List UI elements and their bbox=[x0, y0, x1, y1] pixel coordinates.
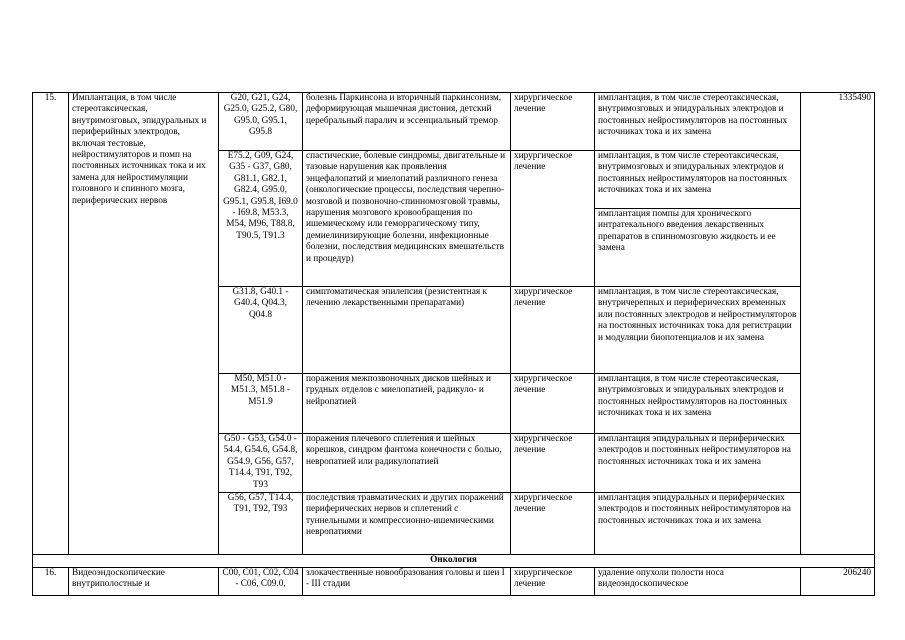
diagnosis: последствия травматических и других поражений периферических нервов и сплетений с туннельными и компрессионно-ишемическими невропатиями bbox=[303, 493, 511, 555]
section-row bbox=[33, 555, 875, 568]
treatment-method: имплантация, в том числе стереотаксическая, внутримозговых и эпидуральных электродов и постоянных нейростимуляторов на постоянных источниках тока и их замена bbox=[595, 93, 801, 151]
row-number: 15. bbox=[33, 93, 69, 555]
treatment-type: хирургическое лечение bbox=[511, 568, 595, 596]
table-row bbox=[33, 568, 875, 596]
treatment-method: имплантация помпы для хронического интратекального введения лекарственных препаратов в спинномозговую жидкость и ее замена bbox=[595, 208, 800, 255]
icd-codes: G50 - G53, G54.0 - 54.4, G54.6, G54.8, G54.9, G56, G57, T14.4, T91, T92, T93 bbox=[219, 434, 303, 493]
cost-value: 206240 bbox=[801, 568, 875, 596]
row-number: 16. bbox=[33, 568, 69, 596]
treatment-type: хирургическое лечение bbox=[511, 374, 595, 434]
icd-codes: M50, M51.0 - M51.3, M51.8 - M51.9 bbox=[219, 374, 303, 434]
diagnosis: болезнь Паркинсона и вторичный паркинсонизм, деформирующая мышечная дистония, детский церебральный паралич и эссенциальный тремор bbox=[303, 93, 511, 151]
treatment-methods-cell bbox=[595, 151, 801, 287]
procedure-name: Имплантация, в том числе стереотаксическая, внутримозговых, эпидуральных и периферийных электродов, включая тестовые, нейростимуляторов и помп на постоянных источниках тока и их замена для нейростимуляции головного и спинного мозга, периферических нервов bbox=[69, 93, 219, 555]
treatment-method: удаление опухоли полости носа видеоэндоскопическое bbox=[595, 568, 801, 596]
section-title: Онкология bbox=[33, 555, 875, 568]
table-row bbox=[33, 93, 875, 151]
diagnosis: поражения плечевого сплетения и шейных корешков, синдром фантома конечности с болью, невропатией или радикулопатией bbox=[303, 434, 511, 493]
treatment-method: имплантация, в том числе стереотаксическая, внутричерепных и периферических временных или постоянных электродов и нейростимуляторов на постоянных источниках тока для регистрации и модуляции биопотенциалов и их замена bbox=[595, 287, 801, 374]
icd-codes: E75.2, G09, G24, G35 - G37, G80, G81.1, G82.1, G82.4, G95.0, G95.1, G95.8, I69.0 - I69.8, M53.3, M54, M96, T88.8, T90.5, T91.3 bbox=[219, 151, 303, 287]
treatment-method: имплантация эпидуральных и периферических электродов и постоянных нейростимуляторов на постоянных источниках тока и их замена bbox=[595, 434, 801, 493]
icd-codes: C00, C01, C02, C04 - C06, C09.0, bbox=[219, 568, 303, 596]
treatment-type: хирургическое лечение bbox=[511, 93, 595, 151]
treatment-method: имплантация, в том числе стереотаксическая, внутримозговых и эпидуральных электродов и постоянных нейростимуляторов на постоянных источниках тока и их замена bbox=[598, 151, 788, 196]
treatment-type: хирургическое лечение bbox=[511, 287, 595, 374]
diagnosis: спастические, болевые синдромы, двигательные и тазовые нарушения как проявления энцефалопатий и миелопатий различного генеза (онкологические процессы, последствия черепно-мозговой и позвоночно-спинномозговой травмы, нарушения мозгового кровообращения по ишемическому или геморрагическому типу, демиелинизирующие болезни, инфекционные болезни, последствия медицинских вмешательств и процедур) bbox=[303, 151, 511, 287]
icd-codes: G31.8, G40.1 - G40.4, Q04.3, Q04.8 bbox=[219, 287, 303, 374]
treatment-type: хирургическое лечение bbox=[511, 493, 595, 555]
treatment-type: хирургическое лечение bbox=[511, 151, 595, 287]
treatment-method: имплантация, в том числе стереотаксическая, внутримозговых и эпидуральных электродов и постоянных нейростимуляторов на постоянных источниках тока и их замена bbox=[595, 374, 801, 434]
diagnosis: поражения межпозвоночных дисков шейных и грудных отделов с миелопатией, радикуло- и нейропатией bbox=[303, 374, 511, 434]
diagnosis: симптоматическая эпилепсия (резистентная к лечению лекарственными препаратами) bbox=[303, 287, 511, 374]
procedure-name: Видеоэндоскопические внутриполостные и bbox=[69, 568, 219, 596]
icd-codes: G56, G57, T14.4, T91, T92, T93 bbox=[219, 493, 303, 555]
medical-procedures-table bbox=[32, 92, 875, 596]
cost-value: 1335490 bbox=[801, 93, 875, 555]
diagnosis: злокачественные новообразования головы и шеи I - III стадии bbox=[303, 568, 511, 596]
treatment-type: хирургическое лечение bbox=[511, 434, 595, 493]
icd-codes: G20, G21, G24, G25.0, G25.2, G80, G95.0, G95.1, G95.8 bbox=[219, 93, 303, 151]
treatment-method: имплантация эпидуральных и периферических электродов и постоянных нейростимуляторов на постоянных источниках тока и их замена bbox=[595, 493, 801, 555]
